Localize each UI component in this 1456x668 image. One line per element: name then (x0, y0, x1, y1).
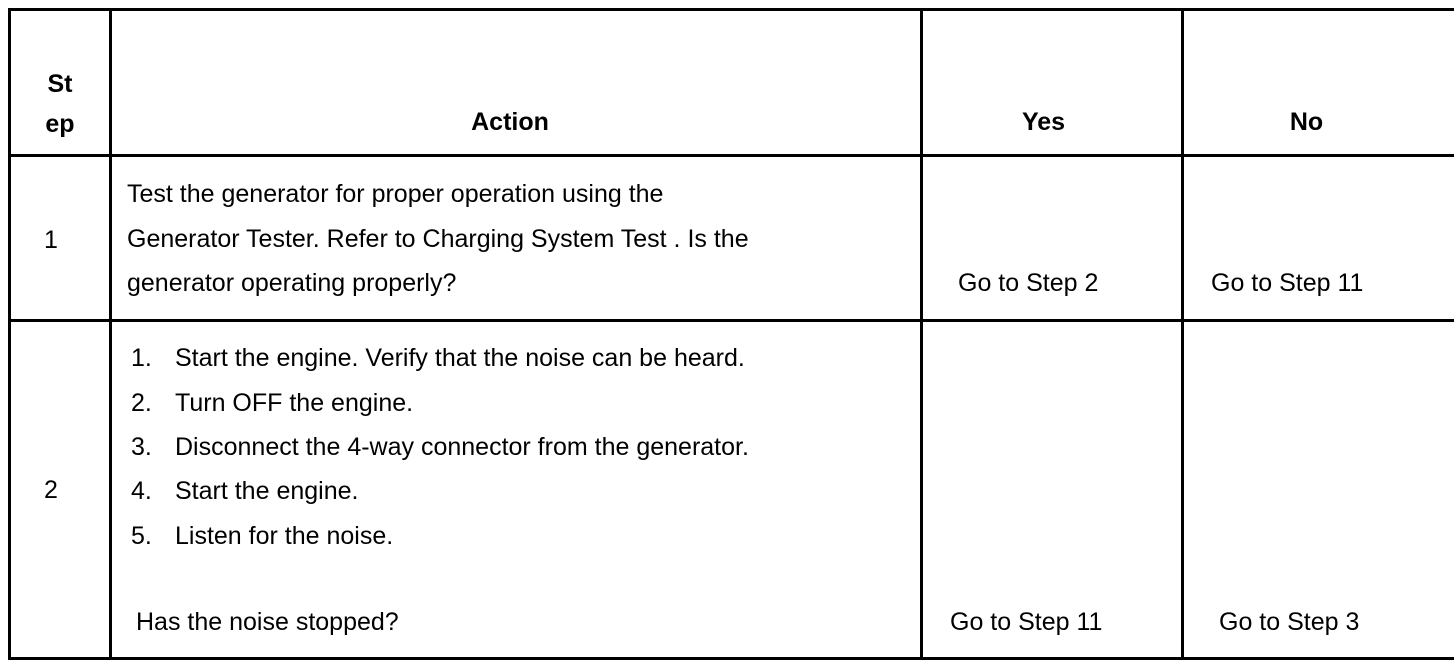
row-2-step: 2 (44, 476, 58, 504)
header-row-divider (8, 154, 1454, 157)
header-step-line1: St (47, 70, 73, 98)
row-2-list-text-3: Disconnect the 4-way connector from the generator. (175, 433, 749, 461)
row-2-list-num-2: 2. (131, 389, 152, 417)
row-2-list-text-1: Start the engine. Verify that the noise can be heard. (175, 344, 745, 372)
yes-no-divider (1181, 8, 1184, 660)
row-1-divider (8, 319, 1454, 322)
row-2-yes: Go to Step 11 (950, 608, 1103, 636)
table-border-left (8, 8, 11, 660)
row-1-yes: Go to Step 2 (958, 269, 1099, 297)
table-border-bottom (8, 657, 1454, 660)
row-1-action-line-1: Test the generator for proper operation using the (127, 180, 664, 208)
header-action: Action (471, 108, 549, 136)
row-2-list-text-2: Turn OFF the engine. (175, 389, 414, 417)
table-border-top (8, 8, 1454, 11)
row-2-list-num-5: 5. (131, 522, 152, 550)
action-yes-divider (920, 8, 923, 660)
row-2-list-text-5: Listen for the noise. (175, 522, 394, 550)
row-1-action-line-2: Generator Tester. Refer to Charging System Test . Is the (127, 225, 749, 253)
header-step-line2: ep (45, 110, 75, 138)
row-2-list-num-4: 4. (131, 477, 152, 505)
row-1-no: Go to Step 11 (1211, 269, 1364, 297)
row-2-no: Go to Step 3 (1219, 608, 1360, 636)
row-1-step: 1 (44, 226, 58, 254)
row-2-list-num-1: 1. (131, 344, 152, 372)
header-no: No (1289, 108, 1324, 136)
row-2-list-num-3: 3. (131, 433, 152, 461)
step-action-divider (109, 8, 112, 660)
header-yes: Yes (1021, 108, 1066, 136)
row-1-action-line-3: generator operating properly? (127, 269, 457, 297)
row-2-question: Has the noise stopped? (136, 608, 399, 636)
row-2-list-text-4: Start the engine. (175, 477, 359, 505)
